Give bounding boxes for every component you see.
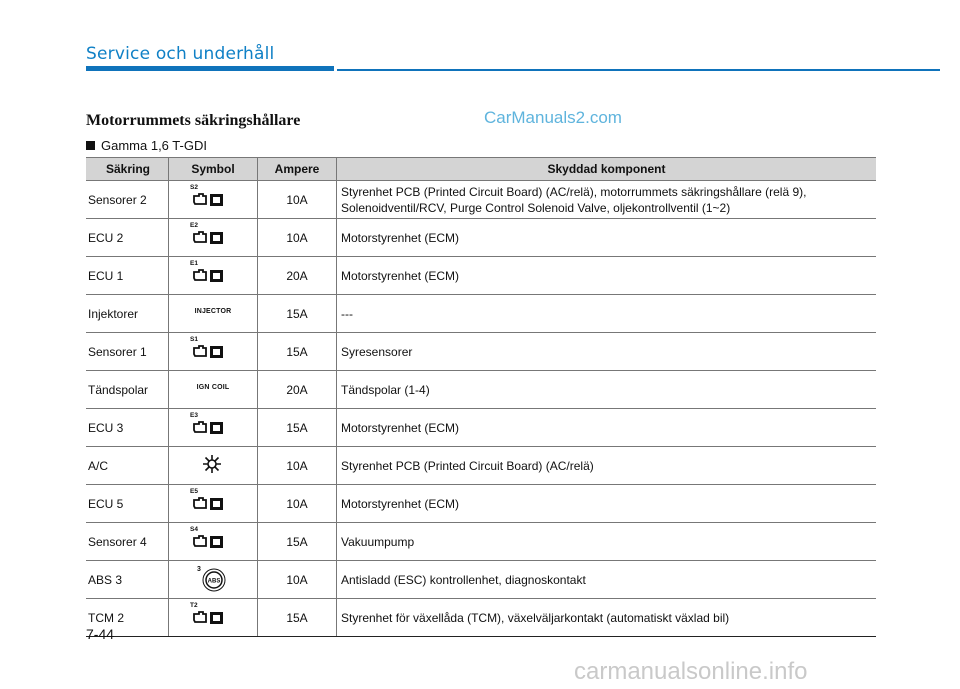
fuse-name: ECU 3 (86, 409, 169, 447)
engine-icon (191, 268, 225, 284)
col-header-fuse: Säkring (86, 158, 169, 181)
table-row (86, 599, 876, 637)
symbol-box (183, 257, 243, 291)
engine-icon (191, 192, 225, 208)
fuse-component (337, 219, 877, 257)
table-row (86, 523, 876, 561)
component-line: Styrenhet PCB (Printed Circuit Board) (AC/relä) (341, 458, 594, 473)
fuse-name: ECU 1 (86, 257, 169, 295)
fuse-table-body (86, 181, 876, 637)
fuse-name: ECU 5 (86, 485, 169, 523)
fuse-symbol (169, 295, 258, 333)
fuse-ampere: 10A (258, 181, 337, 219)
fuse-ampere: 10A (258, 447, 337, 485)
fuse-name: ECU 2 (86, 219, 169, 257)
table-row (86, 333, 876, 371)
fuse-component (337, 485, 877, 523)
fuse-name: Injektorer (86, 295, 169, 333)
engine-icon (191, 420, 225, 436)
fuse-component (337, 447, 877, 485)
page-number: 7-44 (86, 626, 115, 642)
page-heading: Motorrummets säkringshållare (86, 112, 301, 129)
symbol-code: E5 (190, 488, 198, 495)
fuse-symbol (169, 447, 258, 485)
symbol-box (183, 561, 243, 595)
component-line: Syresensorer (341, 344, 413, 359)
fuse-ampere: 10A (258, 485, 337, 523)
fuse-name: TCM 2 (86, 599, 169, 637)
symbol-text: IGN COIL (196, 384, 230, 391)
table-row (86, 371, 876, 409)
fuse-symbol (169, 181, 258, 219)
fuse-symbol (169, 219, 258, 257)
section-title: Service och underhåll (86, 44, 275, 64)
engine-icon (191, 344, 225, 360)
symbol-box (183, 447, 243, 481)
component-line: Styrenhet för växellåda (TCM), växelväljarkontakt (automatiskt växlad bil) (341, 610, 730, 625)
fuse-component (337, 409, 877, 447)
fuse-ampere: 10A (258, 561, 337, 599)
component-line: Motorstyrenhet (ECM) (341, 230, 460, 245)
fuse-ampere: 15A (258, 523, 337, 561)
symbol-box (183, 523, 243, 557)
watermark-bottom: carmanualsonline.info (574, 658, 808, 685)
fuse-component (337, 523, 877, 561)
symbol-code: T2 (190, 602, 198, 609)
table-row (86, 219, 876, 257)
fuse-name: Sensorer 1 (86, 333, 169, 371)
symbol-code: E3 (190, 412, 198, 419)
symbol-box (183, 219, 243, 253)
symbol-code: E1 (190, 260, 198, 267)
symbol-code: S1 (190, 336, 198, 343)
col-header-ampere: Ampere (258, 158, 337, 181)
component-line: Tändspolar (1-4) (341, 382, 430, 397)
engine-subtitle-text: Gamma 1,6 T-GDI (101, 138, 207, 153)
symbol-box (183, 599, 243, 633)
table-row (86, 295, 876, 333)
fuse-component (337, 599, 877, 637)
header-rule-thin (337, 69, 940, 71)
fuse-name: Sensorer 4 (86, 523, 169, 561)
fuse-symbol (169, 599, 258, 637)
component-line: Solenoidventil/RCV, Purge Control Solenoid Valve, oljekontrollventil (1~2) (341, 200, 731, 215)
symbol-code: E2 (190, 222, 198, 229)
engine-icon (191, 496, 225, 512)
table-row (86, 561, 876, 599)
symbol-code: S4 (190, 526, 198, 533)
symbol-box (183, 333, 243, 367)
table-row (86, 257, 876, 295)
component-line: --- (341, 306, 353, 321)
symbol-box (183, 181, 243, 215)
table-row (86, 447, 876, 485)
fuse-symbol (169, 485, 258, 523)
table-row (86, 485, 876, 523)
component-line: Motorstyrenhet (ECM) (341, 268, 460, 283)
fuse-ampere: 15A (258, 295, 337, 333)
symbol-text: INJECTOR (194, 308, 232, 315)
fuse-symbol (169, 371, 258, 409)
fuse-ampere: 20A (258, 371, 337, 409)
fuse-symbol (169, 257, 258, 295)
fuse-component (337, 181, 877, 219)
symbol-code: 3 (197, 566, 201, 573)
engine-icon (191, 610, 225, 626)
fuse-symbol (169, 409, 258, 447)
symbol-code: S2 (190, 184, 198, 191)
fuse-symbol (169, 333, 258, 371)
svg-text:ABS: ABS (207, 578, 221, 585)
engine-icon (191, 534, 225, 550)
component-line: Antisladd (ESC) kontrollenhet, diagnoskontakt (341, 572, 586, 587)
engine-subtitle (86, 138, 207, 153)
table-row (86, 181, 876, 219)
fuse-ampere: 15A (258, 409, 337, 447)
header-rule-thick (86, 66, 334, 71)
table-row (86, 409, 876, 447)
fuse-ampere: 10A (258, 219, 337, 257)
fuse-name: A/C (86, 447, 169, 485)
fuse-ampere: 15A (258, 599, 337, 637)
component-line: Motorstyrenhet (ECM) (341, 420, 460, 435)
table-header-row (86, 158, 876, 181)
fuse-component (337, 561, 877, 599)
fuse-symbol (169, 561, 258, 599)
snowflake-icon (202, 454, 222, 474)
symbol-box (183, 485, 243, 519)
watermark-top: CarManuals2.com (484, 108, 622, 127)
col-header-symbol: Symbol (169, 158, 258, 181)
fuse-symbol (169, 523, 258, 561)
fuse-name: Tändspolar (86, 371, 169, 409)
fuse-ampere: 20A (258, 257, 337, 295)
fuse-component (337, 371, 877, 409)
fuse-component (337, 257, 877, 295)
component-line: Styrenhet PCB (Printed Circuit Board) (AC/relä), motorrummets säkringshållare (relä 9), (341, 184, 807, 199)
component-line: Vakuumpump (341, 534, 415, 549)
engine-icon (191, 230, 225, 246)
fuse-component (337, 333, 877, 371)
abs-icon (202, 568, 226, 592)
col-header-component: Skyddad komponent (337, 158, 877, 181)
fuse-component (337, 295, 877, 333)
bullet-square-icon (86, 141, 95, 150)
symbol-box (183, 371, 243, 405)
symbol-box (183, 409, 243, 443)
fuse-table (86, 157, 876, 637)
component-line: Motorstyrenhet (ECM) (341, 496, 460, 511)
fuse-name: ABS 3 (86, 561, 169, 599)
symbol-box (183, 295, 243, 329)
fuse-ampere: 15A (258, 333, 337, 371)
fuse-name: Sensorer 2 (86, 181, 169, 219)
